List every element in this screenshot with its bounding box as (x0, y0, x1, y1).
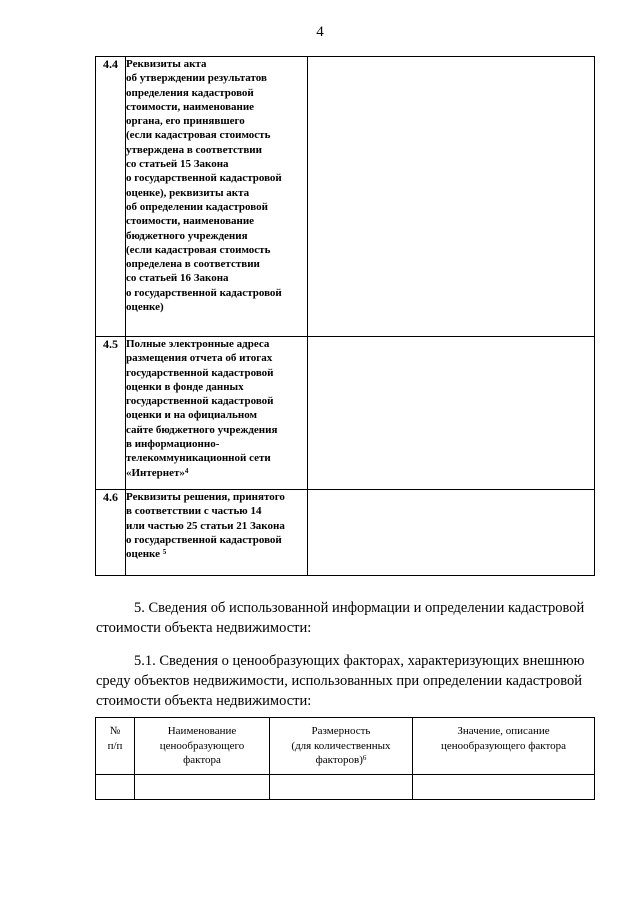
label-line: размещения отчета об итогах (126, 352, 273, 365)
row-value-cell (308, 337, 595, 490)
label-line: о государственной кадастровой (126, 172, 282, 185)
label-line (126, 547, 307, 561)
label-line: со статьей 16 Закона (126, 272, 229, 285)
page-number: 4 (316, 24, 324, 40)
heading-line: стоимости объекта недвижимости: (96, 693, 312, 709)
cell-value (413, 775, 595, 800)
table-row (96, 57, 595, 337)
label-line: определения кадастровой (126, 86, 254, 99)
header-line: ценообразующего фактора (440, 739, 567, 752)
header-factor-name (135, 718, 270, 775)
label-line: о государственной кадастровой (126, 286, 282, 299)
label-line: (если кадастровая стоимость (126, 243, 271, 256)
label-line: или частью 25 статьи 21 Закона (126, 519, 285, 532)
label-line (126, 466, 307, 480)
header-line: Значение, описание (457, 725, 550, 737)
label-line: оценке) (126, 301, 164, 314)
footnote-marker: 4 (184, 466, 189, 475)
header-dimension (270, 718, 413, 775)
pricing-factors-table (95, 717, 595, 800)
label-line: о государственной кадастровой (126, 533, 282, 546)
row-label (126, 57, 308, 337)
row-label (126, 337, 308, 490)
header-number (96, 718, 135, 775)
label-line: определена в соответствии (126, 258, 260, 271)
heading-line: 5. Сведения об использованной информации и определении кадастровой (134, 600, 585, 616)
cell-dimension (270, 775, 413, 800)
header-line: № (109, 725, 121, 737)
label-line-text: «Интернет» (126, 466, 185, 479)
label-line: стоимости, наименование (126, 215, 255, 228)
table-row (96, 337, 595, 490)
header-line: п/п (107, 739, 123, 752)
label-line: государственной кадастровой (126, 395, 274, 408)
label-line: об утверждении результатов (126, 72, 267, 85)
section-5-1-heading (96, 651, 596, 711)
row-number: 4.6 (96, 490, 126, 576)
row-label (126, 490, 308, 576)
label-line: оценке), реквизиты акта (126, 186, 250, 199)
label-line: сайте бюджетного учреждения (126, 423, 278, 436)
table-header-row (96, 718, 595, 775)
heading-line: среду объектов недвижимости, использованных при определении кадастровой (96, 673, 582, 689)
label-line: государственной кадастровой (126, 366, 274, 379)
footnote-marker: 6 (362, 754, 367, 762)
header-line: ценообразующего (159, 739, 245, 752)
table-row (96, 775, 595, 800)
label-line: оценки и на официальном (126, 409, 257, 422)
label-line: Реквизиты акта (126, 58, 207, 70)
cadastral-details-table (95, 56, 595, 576)
label-line: бюджетного учреждения (126, 229, 248, 242)
header-line: Наименование (167, 725, 237, 737)
label-line: в информационно- (126, 438, 220, 451)
label-line: (если кадастровая стоимость (126, 129, 271, 142)
header-line-text: факторов) (315, 754, 363, 766)
row-number: 4.5 (96, 337, 126, 490)
row-value-cell (308, 490, 595, 576)
row-number: 4.4 (96, 57, 126, 337)
label-line: стоимости, наименование (126, 100, 255, 113)
label-line: со статьей 15 Закона (126, 158, 229, 171)
header-line: Размерность (311, 725, 371, 737)
label-line: телекоммуникационной сети (126, 452, 271, 465)
heading-line: стоимости объекта недвижимости: (96, 620, 312, 636)
label-line: в соответствии с частью 14 (126, 505, 262, 518)
cell-factor-name (135, 775, 270, 800)
label-line: Полные электронные адреса (126, 338, 270, 350)
label-line: оценки в фонде данных (126, 380, 244, 393)
header-line (270, 753, 412, 768)
label-line-text: оценке (126, 548, 161, 561)
label-line: Реквизиты решения, принятого (126, 491, 285, 503)
heading-line: 5.1. Сведения о ценообразующих факторах, характеризующих внешнюю (134, 653, 585, 669)
table-row (96, 490, 595, 576)
label-line: органа, его принявшего (126, 115, 245, 128)
cell-number (96, 775, 135, 800)
row-value-cell (308, 57, 595, 337)
header-line: фактора (183, 754, 221, 766)
header-value-description (413, 718, 595, 775)
footnote-marker: 5 (162, 548, 167, 557)
section-5-heading (96, 598, 596, 638)
label-line: об определении кадастровой (126, 200, 268, 213)
header-line: (для количественных (291, 739, 391, 752)
label-line: утверждена в соответствии (126, 143, 262, 156)
